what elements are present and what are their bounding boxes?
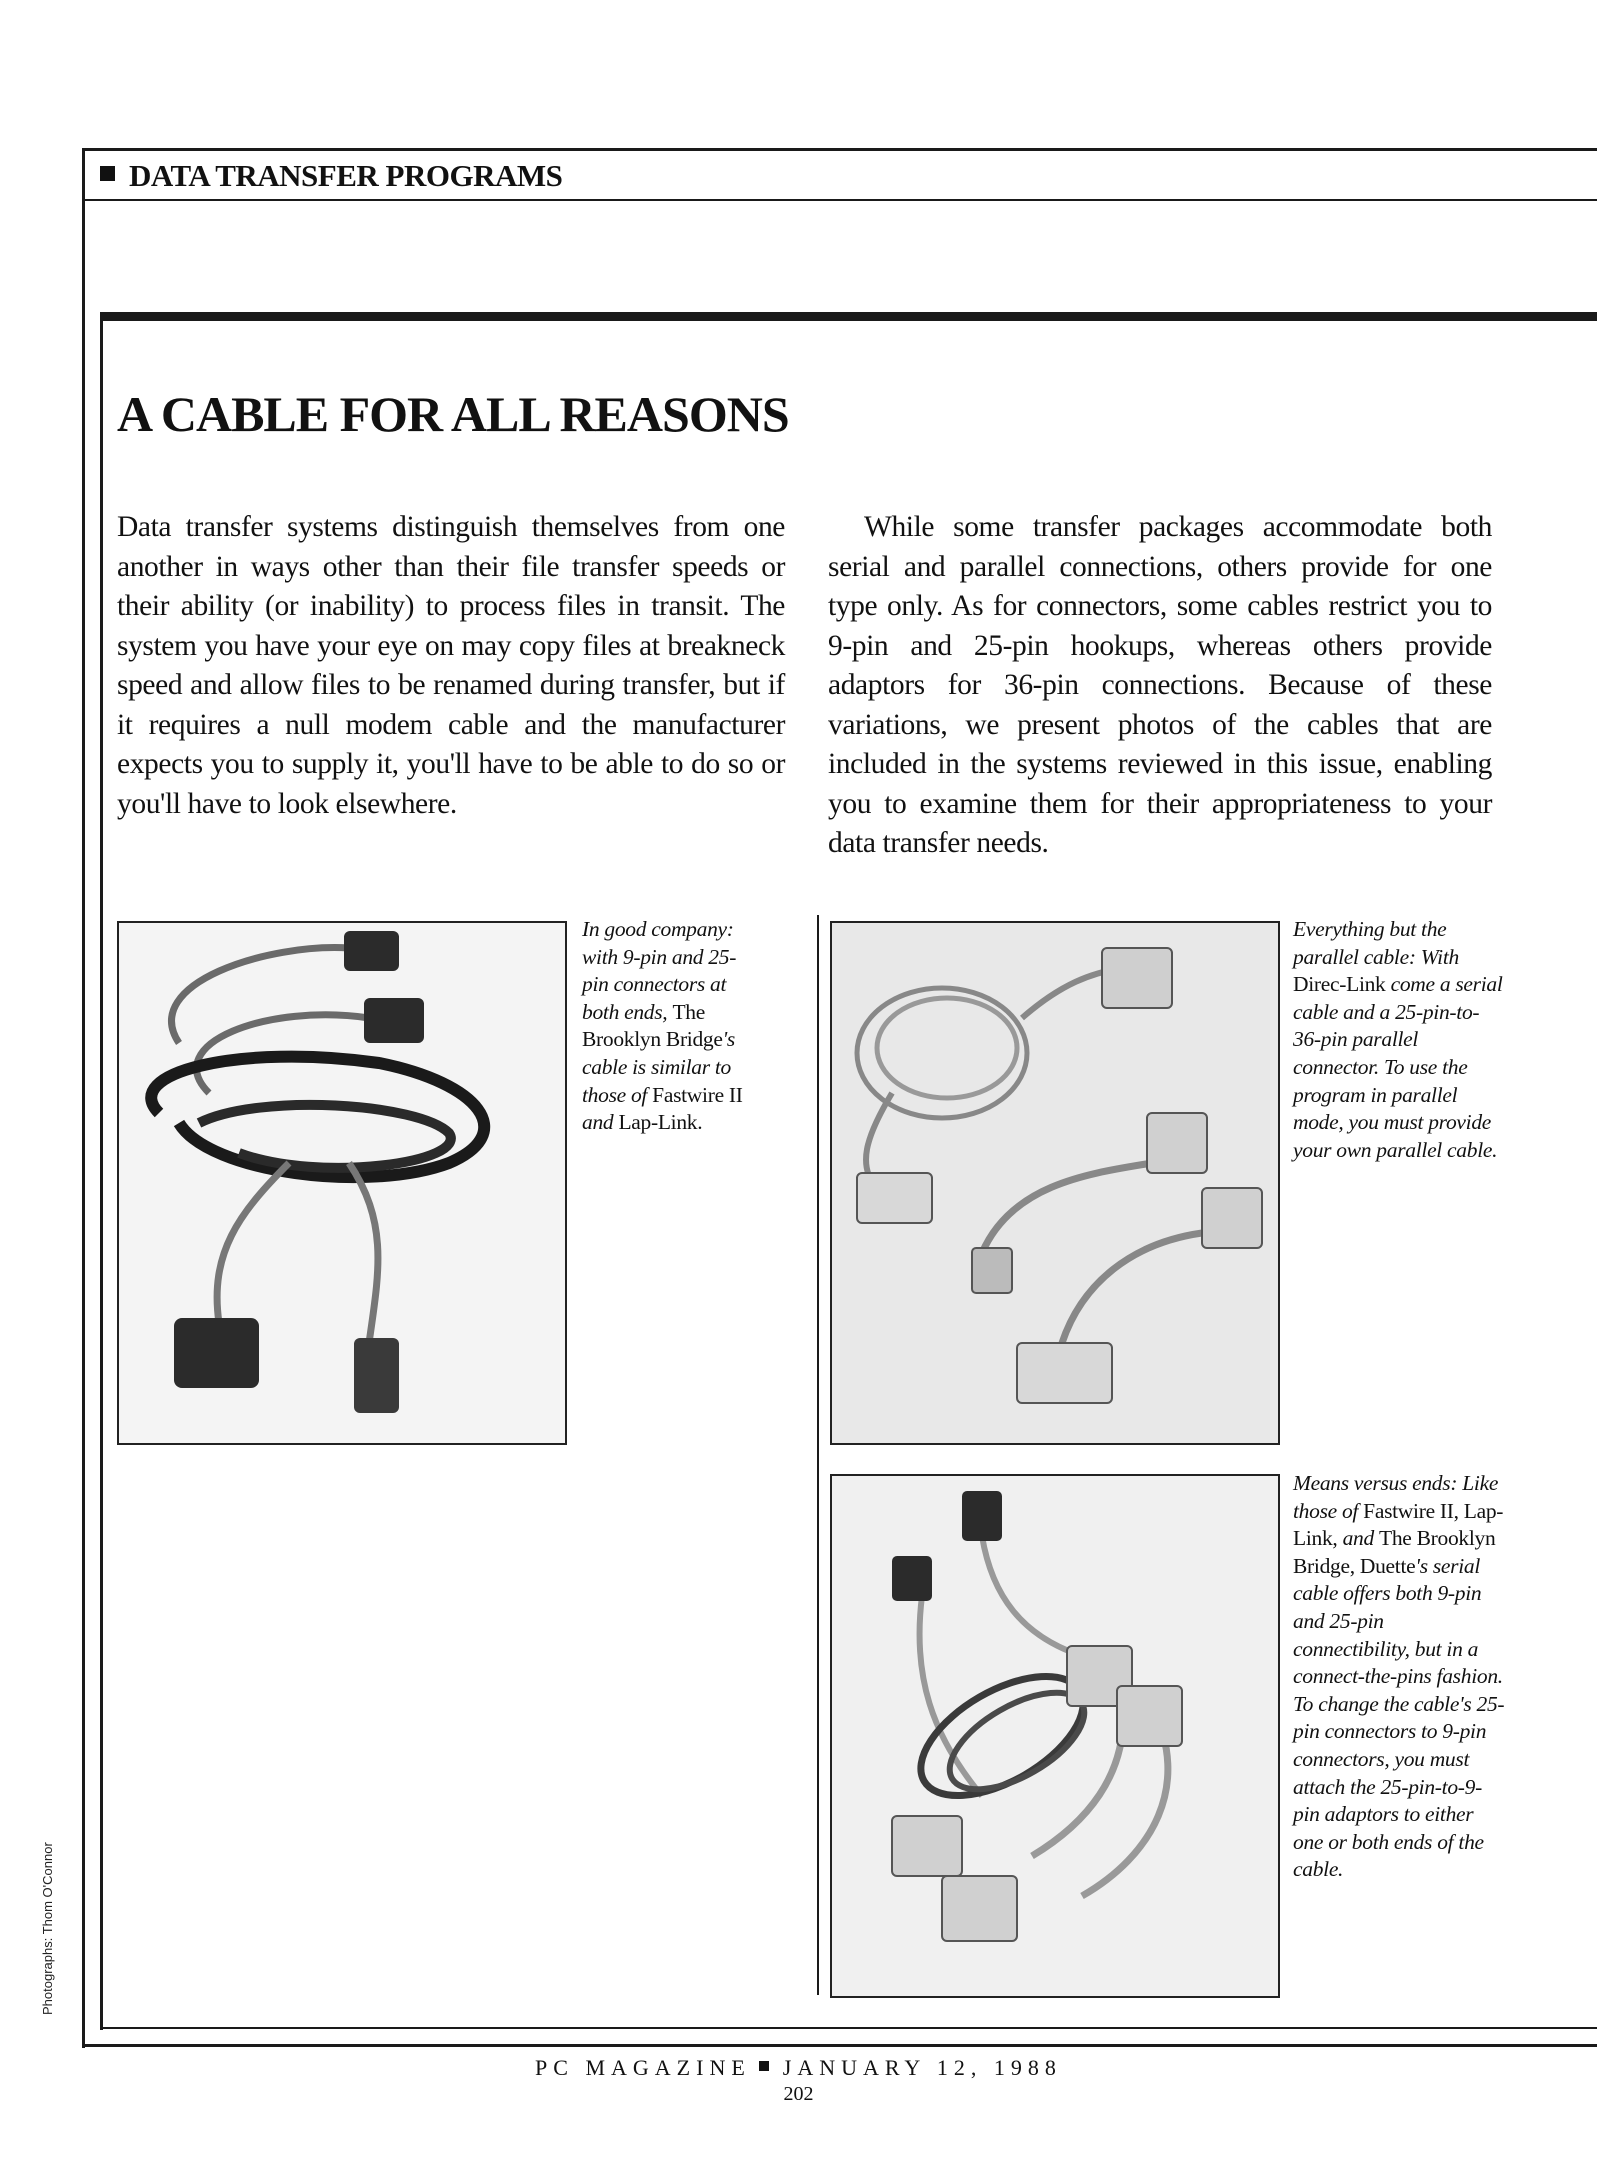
section-label-text: DATA TRANSFER PROGRAMS: [129, 158, 563, 193]
caption-text: 's serial cable offers both 9-pin and 25-pin connectibility, but in a connect-the-pins fashion. To change the cable's 25-pin connectors to 9-pin connectors, you must attach the 25-pin-to-9-pin adaptors to either one or both ends of the cable.: [1293, 1553, 1505, 1882]
caption-text: Everything but the parallel cable: With: [1293, 917, 1459, 969]
caption-product-name: Lap-Link: [618, 1110, 698, 1135]
article-headline: A CABLE FOR ALL REASONS: [117, 386, 789, 442]
left-frame-line: [82, 148, 85, 2048]
photo-direc-link-cables: [830, 921, 1280, 1445]
caption-text: .: [697, 1110, 703, 1135]
footer: [0, 2055, 1597, 2081]
footer-date: JANUARY 12, 1988: [782, 2055, 1062, 2080]
caption-text: and: [582, 1110, 614, 1135]
caption-product-name: The Brooklyn Bridge: [582, 999, 723, 1052]
caption-text: In good company: with 9-pin and 25-pin connectors at both ends,: [582, 917, 737, 1024]
caption-direc-link: [1293, 916, 1503, 1164]
heavy-rule: [100, 312, 1597, 321]
caption-product-name: The Brooklyn Bridge, Duette: [1293, 1526, 1496, 1578]
body-paragraph-right: While some transfer packages accommodate both serial and parallel connections, others provide for one type only. As for connectors, some cables restrict you to 9-pin and 25-pin hookups, whereas others provide adaptors for 36-pin connections. Because of these variations, we present photos of the cables that are included in the systems reviewed in this issue, enabling you to examine them for their appropriateness to your data transfer needs.: [828, 511, 1492, 859]
square-bullet-icon: [759, 2061, 769, 2071]
footer-publication: PC MAGAZINE: [535, 2055, 751, 2080]
column-divider: [817, 915, 819, 1995]
caption-text: Means versus ends: Like those of: [1293, 1471, 1499, 1523]
caption-brooklyn-bridge: [582, 916, 760, 1137]
body-column-left: [117, 508, 785, 824]
section-rule: [82, 199, 1597, 201]
caption-product-name: Fastwire II: [652, 1082, 743, 1107]
bottom-outer-rule: [82, 2044, 1597, 2047]
cable-photo-icon: [832, 1476, 1278, 1996]
cable-photo-icon: [119, 923, 565, 1443]
caption-text: 's cable is similar to those of: [582, 1027, 735, 1107]
section-label: [100, 158, 562, 194]
caption-text: come a serial cable and a 25-pin-to-36-pin parallel connector. To use the program in parallel mode, you must provide your own parallel cable.: [1293, 972, 1503, 1162]
caption-product-name: Fastwire II, Lap-Link,: [1293, 1498, 1504, 1551]
square-bullet-icon: [100, 166, 115, 181]
caption-duette: [1293, 1470, 1505, 1884]
body-paragraph-left: Data transfer systems distinguish themselves from one another in ways other than their file transfer speeds or their ability (or inability) to process files in transit. The system you have your eye on may copy files at breakneck speed and allow files to be renamed during transfer, but if it requires a null modem cable and the manufacturer expects you to supply it, you'll have to be able to do so or you'll have to look elsewhere.: [117, 511, 785, 820]
photo-credit: Photographs: Thom O'Connor: [40, 1842, 55, 2015]
inner-frame-line: [100, 312, 103, 2030]
body-column-right: [828, 508, 1492, 864]
photo-brooklyn-bridge-cable: [117, 921, 567, 1445]
caption-product-name: Direc-Link: [1293, 972, 1386, 997]
top-rule: [82, 148, 1597, 151]
caption-text: and: [1342, 1526, 1374, 1551]
cable-photo-icon: [832, 923, 1278, 1443]
bottom-inner-rule: [100, 2027, 1597, 2029]
page-number: 202: [783, 2083, 814, 2105]
photo-duette-cable: [830, 1474, 1280, 1998]
